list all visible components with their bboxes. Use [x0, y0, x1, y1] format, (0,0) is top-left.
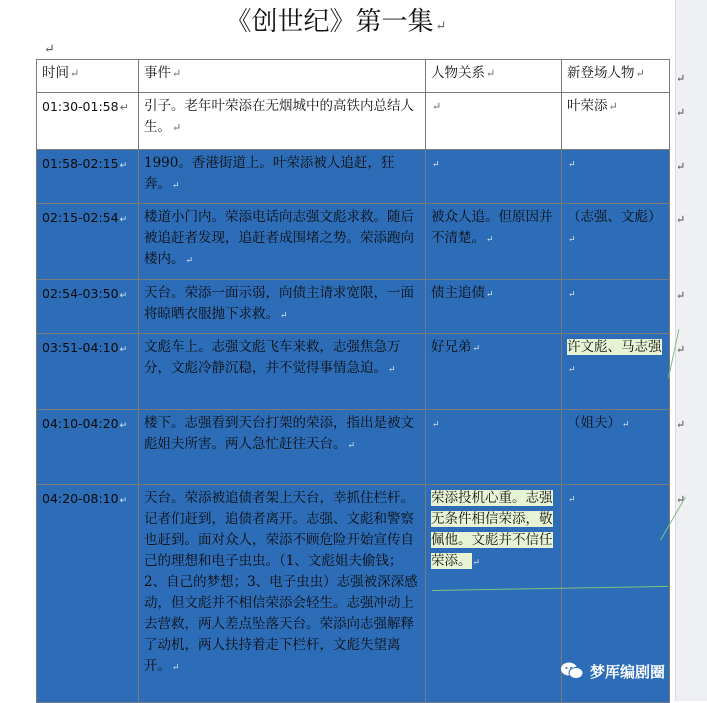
title-text: 《创世纪》第一集: [225, 7, 434, 37]
new-characters-cell[interactable]: 许文彪、马志强↵: [562, 334, 670, 410]
time-cell[interactable]: 02:15-02:54↵: [37, 204, 139, 280]
row-end-mark: ↵: [676, 418, 686, 431]
event-cell[interactable]: 1990。香港街道上。叶荣添被人追赶，狂奔。↵: [139, 150, 426, 204]
table-row: [37, 410, 670, 485]
header-cell[interactable]: 新登场人物↵: [562, 60, 670, 93]
event-cell[interactable]: 楼道小门内。荣添电话向志强文彪求救。随后被追赶者发现，追赶者成围堵之势。荣添跑向楼内。↵: [139, 204, 426, 280]
relation-cell[interactable]: ↵: [426, 93, 562, 150]
time-cell[interactable]: 01:58-02:15↵: [37, 150, 139, 204]
time-cell[interactable]: 04:20-08:10↵: [37, 485, 139, 703]
header-cell[interactable]: 人物关系↵: [426, 60, 562, 93]
table-row: [37, 93, 670, 150]
header-cell[interactable]: 时间↵: [37, 60, 139, 93]
event-cell[interactable]: 文彪车上。志强文彪飞车来救，志强焦急万分，文彪冷静沉稳，并不觉得事情急迫。↵: [139, 334, 426, 410]
highlighted-text: 许文彪、马志强: [567, 339, 662, 355]
relation-cell[interactable]: ↵: [426, 150, 562, 204]
relation-cell[interactable]: 债主追债↵: [426, 280, 562, 334]
row-end-mark: ↵: [676, 493, 686, 506]
new-characters-cell[interactable]: （姐夫）↵: [562, 410, 670, 485]
row-end-mark: ↵: [676, 160, 686, 173]
event-cell[interactable]: 天台。荣添一面示弱，向债主请求宽限，一面将晾晒衣服抛下求救。↵: [139, 280, 426, 334]
relation-cell[interactable]: ↵: [426, 410, 562, 485]
watermark: [560, 658, 665, 684]
new-characters-cell[interactable]: 叶荣添↵: [562, 93, 670, 150]
event-cell[interactable]: 天台。荣添被追债者架上天台，幸抓住栏杆。记者们赶到，追债者离开。志强、文彪和警察也赶到。面对众人，荣添不顾危险开始宣传自己的理想和电子虫虫。（1、文彪姐夫偷钱；2、自己的梦想；3、电子虫虫）志强被深深感动，但文彪并不相信荣添会轻生。志强冲动上去营救，两人差点坠落天台。荣添向志强解释了动机，两人扶持着走下栏杆，文彪失望离开。↵: [139, 485, 426, 703]
paragraph-mark: ↵: [435, 19, 447, 34]
table-row: [37, 280, 670, 334]
time-cell[interactable]: 04:10-04:20↵: [37, 410, 139, 485]
wechat-icon: [560, 661, 584, 681]
new-characters-cell[interactable]: （志强、文彪）↵: [562, 204, 670, 280]
relation-cell[interactable]: 好兄弟↵: [426, 334, 562, 410]
new-characters-cell[interactable]: ↵: [562, 150, 670, 204]
time-cell[interactable]: 02:54-03:50↵: [37, 280, 139, 334]
relation-cell[interactable]: 荣添投机心重。志强无条件相信荣添，敬佩他。文彪并不信任荣添。↵: [426, 485, 562, 703]
highlighted-text: 荣添投机心重。志强无条件相信荣添，敬佩他。文彪并不信任荣添。: [431, 490, 553, 569]
table-row: [37, 204, 670, 280]
row-end-mark: ↵: [676, 72, 686, 85]
empty-paragraph-mark: ↵: [44, 42, 55, 57]
table-row: [37, 334, 670, 410]
row-end-mark: ↵: [676, 213, 686, 226]
new-characters-cell[interactable]: ↵: [562, 485, 670, 703]
row-end-mark: ↵: [676, 289, 686, 302]
event-cell[interactable]: 楼下。志强看到天台打架的荣添，指出是被文彪姐夫所害。两人急忙赶往天台。↵: [139, 410, 426, 485]
header-cell[interactable]: 事件↵: [139, 60, 426, 93]
relation-cell[interactable]: 被众人追。但原因并不清楚。↵: [426, 204, 562, 280]
schedule-table[interactable]: [36, 59, 670, 703]
time-cell[interactable]: 01:30-01:58↵: [37, 93, 139, 150]
new-characters-cell[interactable]: ↵: [562, 280, 670, 334]
row-end-mark: ↵: [676, 343, 686, 356]
event-cell[interactable]: 引子。老年叶荣添在无烟城中的高铁内总结人生。↵: [139, 93, 426, 150]
row-end-mark: ↵: [676, 106, 686, 119]
time-cell[interactable]: 03:51-04:10↵: [37, 334, 139, 410]
table-row: [37, 150, 670, 204]
watermark-text: 梦厍编剧圈: [590, 662, 666, 681]
document-title[interactable]: [0, 2, 672, 42]
table-header-row: [37, 60, 670, 93]
